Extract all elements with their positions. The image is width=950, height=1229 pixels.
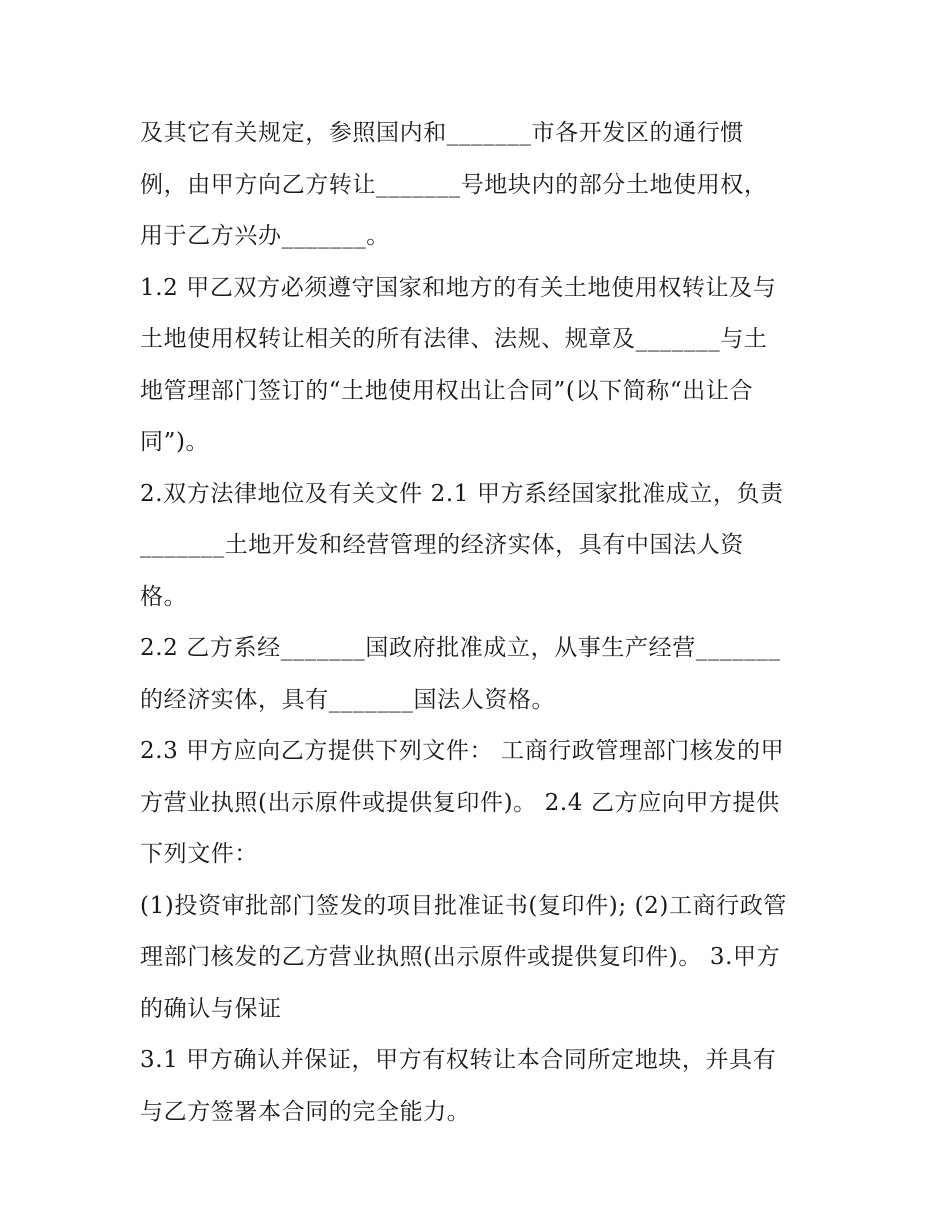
text-line: 2.双方法律地位及有关文件 2.1 甲方系经国家批准成立，负责 xyxy=(140,480,784,507)
text-line: _______土地开发和经营管理的经济实体，具有中国法人资 xyxy=(140,532,744,558)
text-line: 与乙方签署本合同的完全能力。 xyxy=(140,1098,471,1125)
text-line: (1)投资审批部门签发的项目批准证书(复印件); (2)工商行政管 xyxy=(140,892,787,919)
text-line: 同”)。 xyxy=(140,429,210,455)
text-line: 格。 xyxy=(140,583,188,610)
text-line: 土地使用权转让相关的所有法律、法规、规章及_______与土 xyxy=(140,326,768,352)
text-line: 的经济实体，具有_______国法人资格。 xyxy=(140,686,556,713)
text-line: 及其它有关规定，参照国内和_______市各开发区的通行惯 xyxy=(140,120,744,146)
text-line: 地管理部门签订的“土地使用权出让合同”(以下简称“出让合 xyxy=(140,377,754,404)
text-line: 2.2 乙方系经_______国政府批准成立，从事生产经营_______ xyxy=(140,635,781,661)
text-line: 3.1 甲方确认并保证，甲方有权转让本合同所定地块，并具有 xyxy=(140,1047,777,1073)
text-line: 用于乙方兴办_______。 xyxy=(140,223,390,249)
text-line: 理部门核发的乙方营业执照(出示原件或提供复印件)。 3.甲方 xyxy=(140,944,781,970)
text-line: 方营业执照(出示原件或提供复印件)。 2.4 乙方应向甲方提供 xyxy=(140,789,780,816)
text-line: 例，由甲方向乙方转让_______号地块内的部分土地使用权， xyxy=(140,171,768,198)
text-line: 1.2 甲乙双方必须遵守国家和地方的有关土地使用权转让及与 xyxy=(140,274,777,301)
text-line: 的确认与保证 xyxy=(140,995,282,1022)
contract-body-text xyxy=(140,108,810,1138)
text-line: 下列文件： xyxy=(140,841,258,867)
text-line: 2.3 甲方应向乙方提供下列文件： 工商行政管理部门核发的甲 xyxy=(140,738,785,764)
